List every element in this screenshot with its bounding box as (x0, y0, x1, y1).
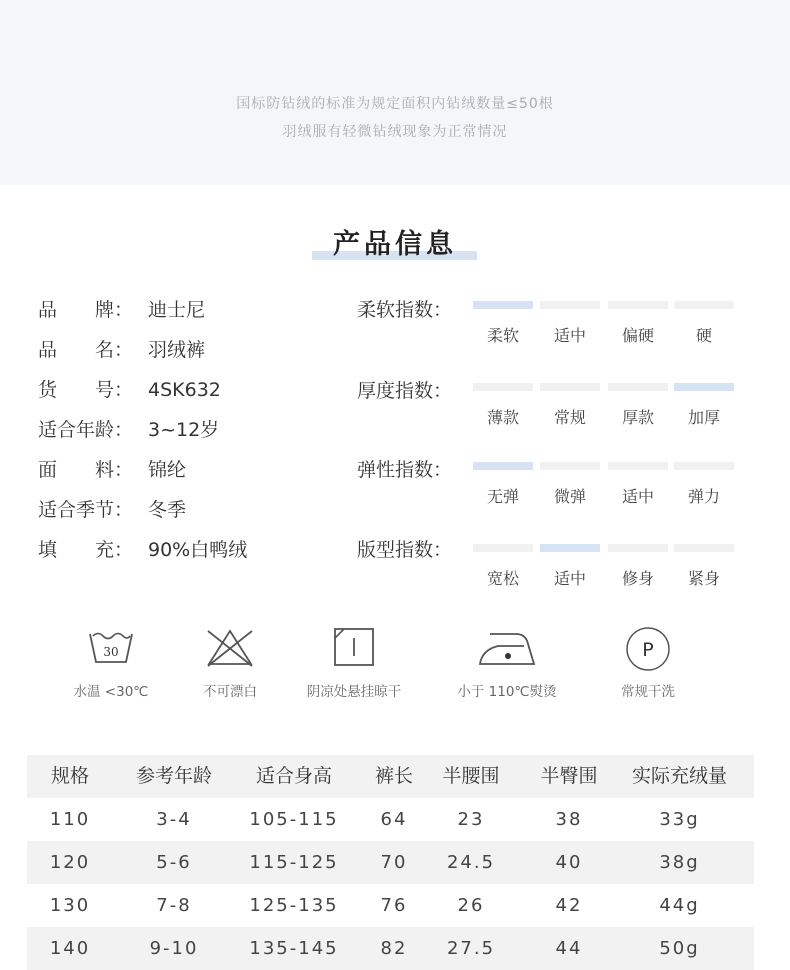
thickness-segment (674, 383, 734, 391)
thickness-option: 薄款 (486, 408, 519, 427)
elasticity-option: 微弹 (553, 487, 586, 506)
softness-option: 柔软 (486, 326, 519, 345)
table-cell: 44 (555, 938, 583, 959)
table-header-cell: 半腰围 (442, 765, 500, 787)
wash-temp-text: 30 (103, 645, 119, 659)
info-value: 迪士尼 (148, 299, 206, 321)
table-cell: 120 (49, 852, 91, 873)
line-dry-shade-icon (332, 626, 376, 668)
table-row (27, 884, 754, 927)
table-cell: 70 (380, 852, 408, 873)
table-cell: 44g (659, 895, 700, 916)
table-cell: 27.5 (446, 938, 496, 959)
fit-segment (674, 544, 734, 552)
softness-segment (473, 301, 533, 309)
table-header-cell: 实际充绒量 (631, 765, 727, 787)
table-cell: 125-135 (249, 895, 339, 916)
table-cell: 42 (555, 895, 583, 916)
fit-option: 宽松 (486, 569, 519, 588)
table-cell: 3-4 (156, 809, 192, 830)
elasticity-segment (540, 462, 600, 470)
softness-segment (608, 301, 668, 309)
dry-clean-icon (623, 626, 673, 672)
table-header-cell: 规格 (50, 765, 89, 787)
thickness-segment (540, 383, 600, 391)
info-row-brand (38, 295, 205, 322)
softness-option: 硬 (695, 326, 712, 345)
table-cell: 5-6 (156, 852, 192, 873)
notice-line-2: 羽绒服有轻微钻绒现象为正常情况 (282, 124, 508, 140)
fit-option: 修身 (621, 569, 654, 588)
care-caption: 小于 110℃熨烫 (457, 684, 557, 700)
iron-low-icon (476, 626, 538, 668)
info-value: 羽绒裤 (148, 339, 206, 361)
softness-index-label: 柔软指数： (357, 299, 453, 321)
table-cell: 64 (380, 809, 408, 830)
info-value: 锦纶 (148, 459, 187, 481)
table-row (27, 841, 754, 884)
table-header-cell: 参考年龄 (135, 765, 212, 787)
info-label: 品 名： (38, 339, 134, 361)
info-label: 品 牌： (38, 299, 134, 321)
fit-option: 紧身 (687, 569, 720, 588)
fit-index-label: 版型指数： (357, 539, 453, 561)
thickness-option: 加厚 (687, 408, 720, 427)
notice-banner (0, 0, 790, 185)
table-cell: 135-145 (249, 938, 339, 959)
softness-segment (674, 301, 734, 309)
table-cell: 23 (457, 809, 485, 830)
fit-option: 适中 (553, 569, 586, 588)
elasticity-segment (473, 462, 533, 470)
table-cell: 130 (49, 895, 91, 916)
info-row-season (38, 495, 186, 522)
table-cell: 38 (555, 809, 583, 830)
table-header-cell: 半臀围 (540, 765, 598, 787)
table-row (27, 798, 754, 841)
notice-line-1: 国标防钻绒的标准为规定面积内钻绒数量≤50根 (236, 96, 554, 112)
table-cell: 82 (380, 938, 408, 959)
table-cell: 9-10 (149, 938, 199, 959)
care-caption: 常规干洗 (621, 684, 675, 700)
info-value: 90%白鸭绒 (148, 539, 248, 561)
care-caption: 水温 <30℃ (73, 684, 149, 700)
thickness-segment (608, 383, 668, 391)
elasticity-segment (674, 462, 734, 470)
info-row-item-no (38, 375, 221, 402)
wash-30-icon (86, 626, 136, 668)
table-cell: 24.5 (446, 852, 496, 873)
table-cell: 50g (659, 938, 700, 959)
care-item-iron (432, 626, 582, 700)
fit-segment (473, 544, 533, 552)
info-label: 适合年龄： (38, 419, 134, 441)
table-cell: 7-8 (156, 895, 192, 916)
care-caption: 阴凉处悬挂晾干 (306, 684, 402, 700)
info-label: 面 料： (38, 459, 134, 481)
table-cell: 76 (380, 895, 408, 916)
no-bleach-icon (203, 626, 257, 668)
table-cell: 26 (457, 895, 485, 916)
elasticity-option: 适中 (621, 487, 654, 506)
fit-segment (608, 544, 668, 552)
info-row-fabric (38, 455, 186, 482)
table-cell: 140 (49, 938, 91, 959)
table-cell: 38g (659, 852, 700, 873)
elasticity-option: 弹力 (687, 487, 720, 506)
table-cell: 105-115 (249, 809, 339, 830)
care-caption: 不可漂白 (203, 684, 257, 700)
thickness-option: 厚款 (621, 408, 654, 427)
table-cell: 110 (49, 809, 91, 830)
thickness-index-label: 厚度指数： (357, 380, 453, 402)
softness-segment (540, 301, 600, 309)
table-cell: 33g (659, 809, 700, 830)
care-item-dryclean (573, 626, 723, 700)
info-label: 填 充： (38, 539, 134, 561)
thickness-segment (473, 383, 533, 391)
softness-option: 偏硬 (621, 326, 654, 345)
table-header-row (27, 755, 754, 798)
softness-option: 适中 (553, 326, 586, 345)
table-header-cell: 适合身高 (255, 765, 332, 787)
section-title: 产品信息 (333, 229, 457, 260)
table-cell: 115-125 (249, 852, 339, 873)
size-table (27, 755, 754, 970)
fit-segment (540, 544, 600, 552)
dry-clean-letter: P (642, 639, 654, 661)
thickness-option: 常规 (553, 408, 586, 427)
table-row (27, 927, 754, 970)
elasticity-segment (608, 462, 668, 470)
info-row-filling (38, 535, 247, 562)
care-item-dry (279, 626, 429, 700)
info-value: 4SK632 (148, 379, 221, 401)
info-label: 适合季节： (38, 499, 134, 521)
elasticity-option: 无弹 (486, 487, 519, 506)
elasticity-index-label: 弹性指数： (357, 459, 453, 481)
info-label: 货 号： (38, 379, 134, 401)
info-row-name (38, 335, 205, 362)
table-header-cell: 裤长 (374, 765, 413, 787)
info-row-age (38, 415, 219, 442)
info-value: 3~12岁 (148, 419, 220, 441)
info-value: 冬季 (148, 499, 187, 521)
table-cell: 40 (555, 852, 583, 873)
